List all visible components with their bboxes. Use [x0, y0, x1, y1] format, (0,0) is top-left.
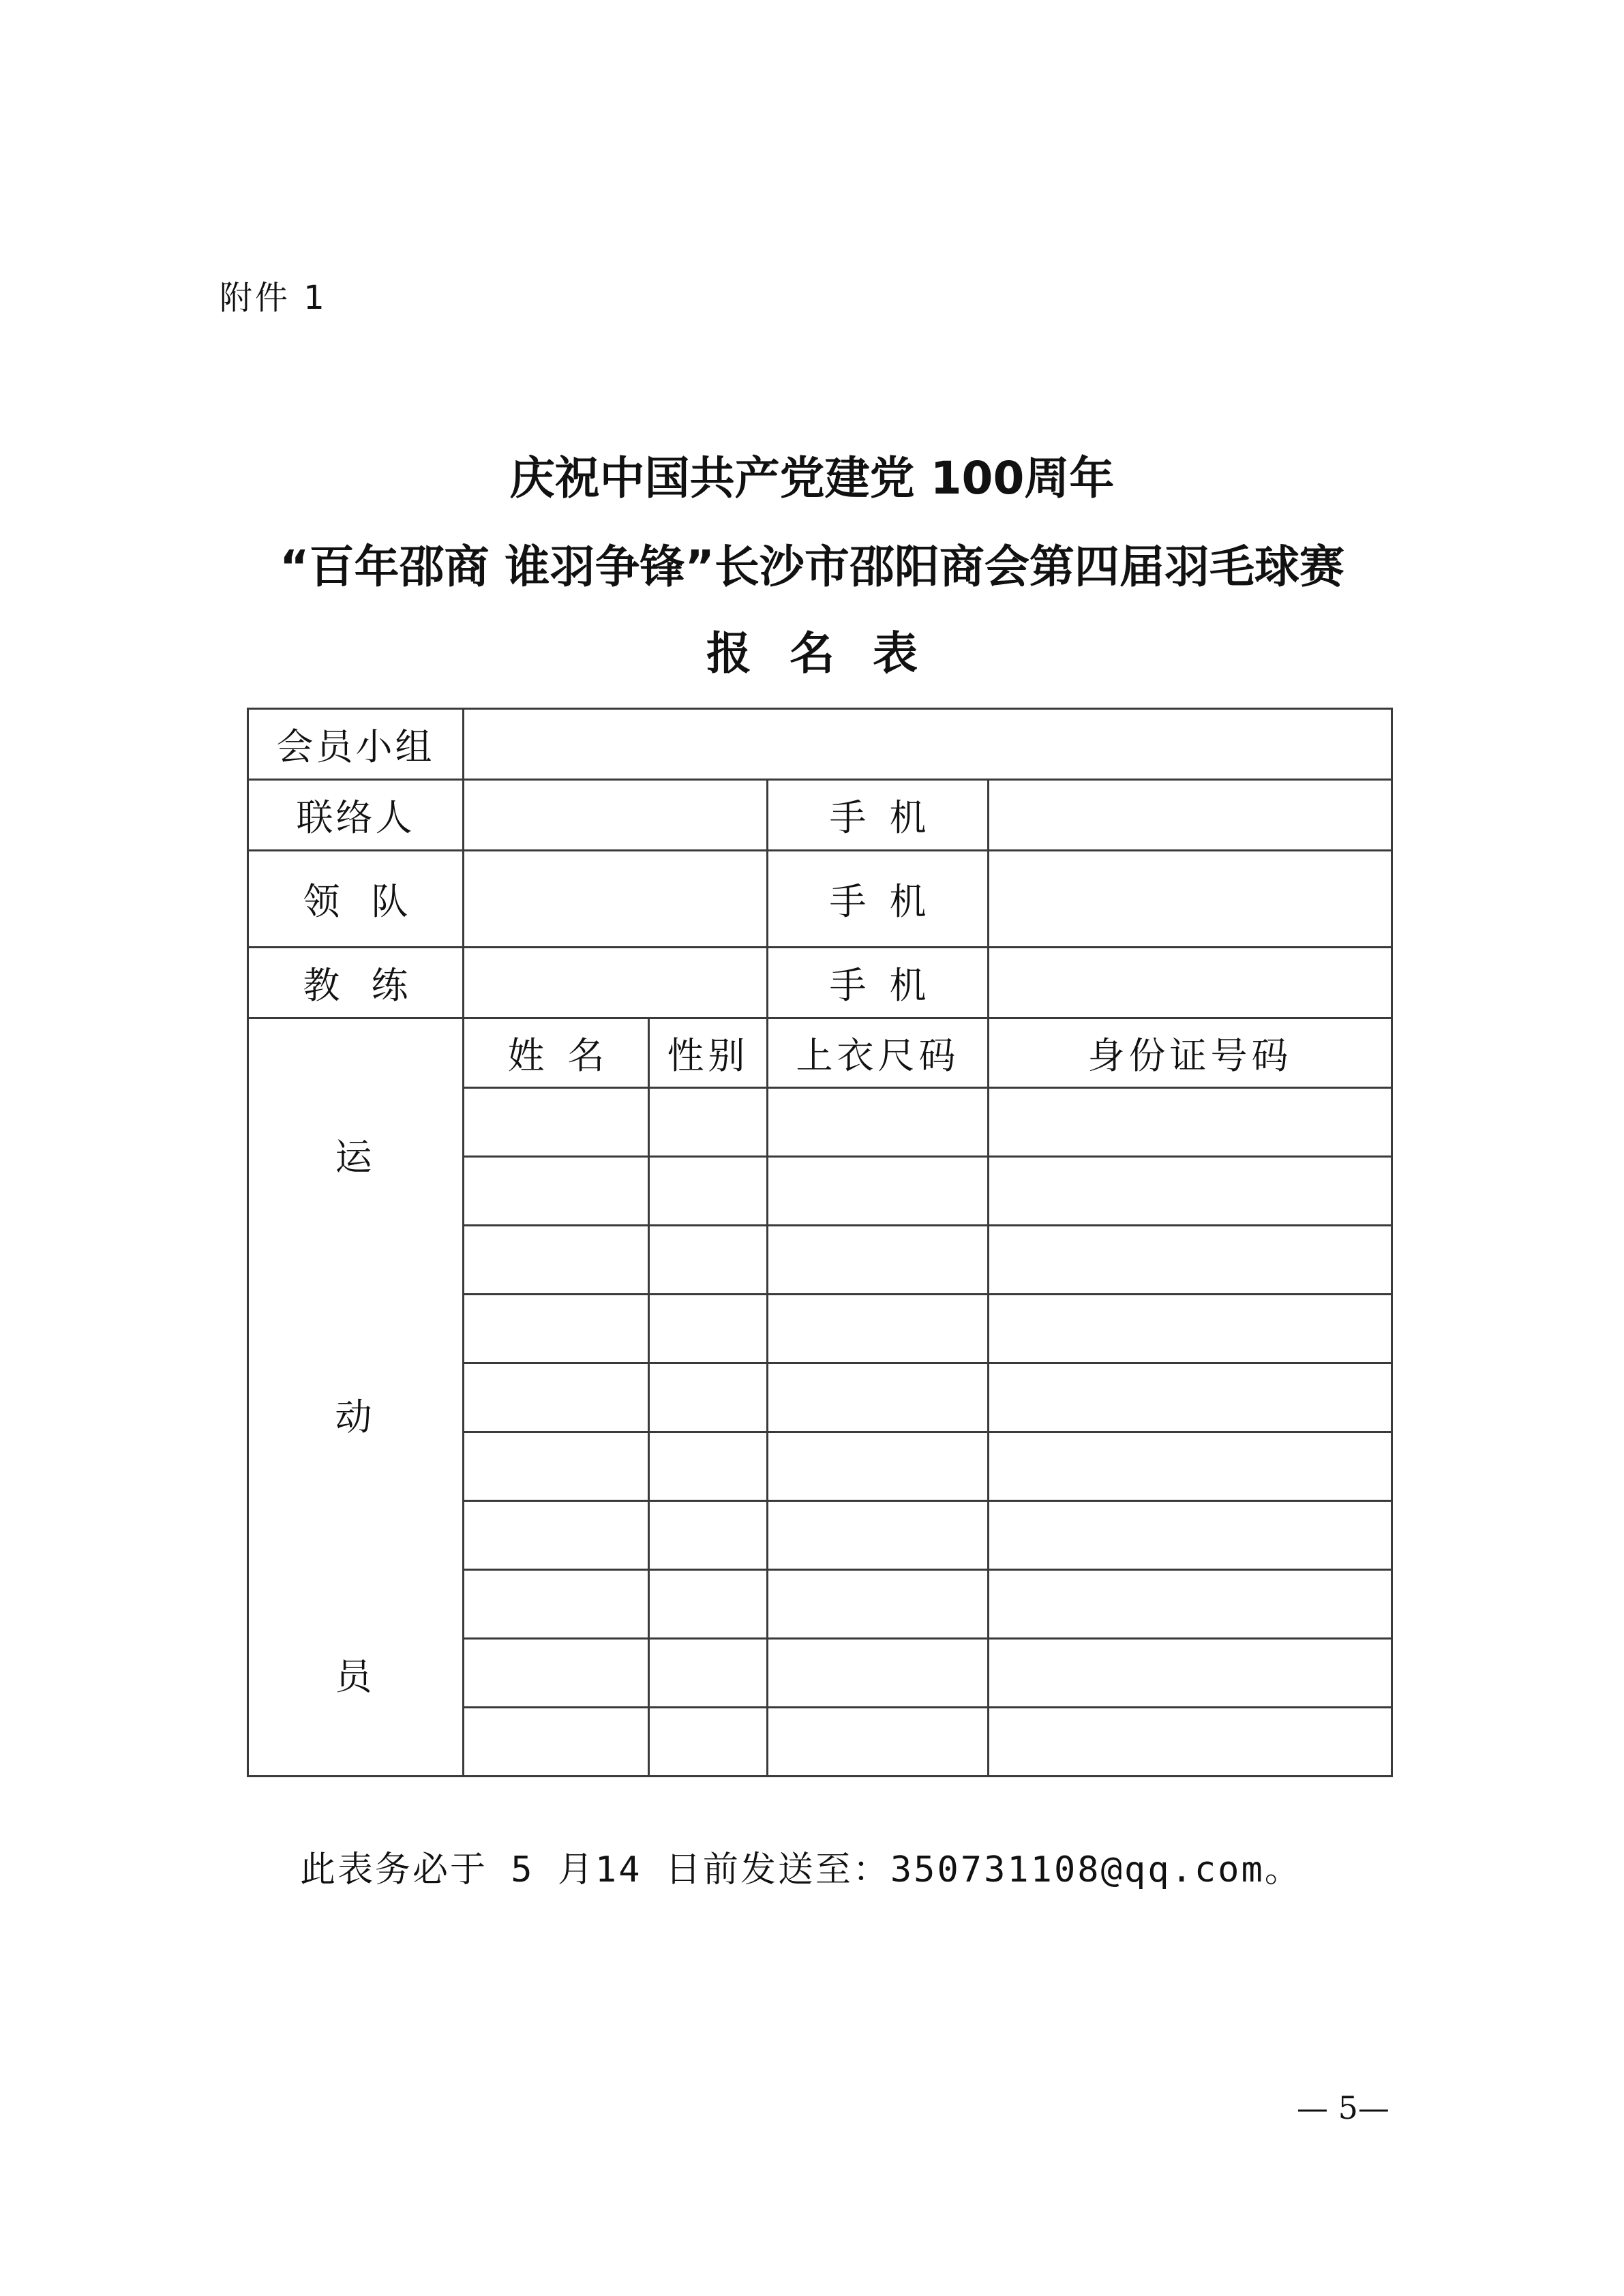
- col-header-name: 姓名: [464, 1018, 649, 1088]
- athlete-gender-cell[interactable]: [649, 1432, 768, 1501]
- athlete-name-cell[interactable]: [464, 1432, 649, 1501]
- coach-label: 教练: [248, 948, 464, 1018]
- athlete-id-number-cell[interactable]: [989, 1088, 1392, 1157]
- coach-phone-field[interactable]: [989, 948, 1392, 1018]
- col-header-id-number: 身份证号码: [989, 1018, 1392, 1088]
- athlete-gender-cell[interactable]: [649, 1157, 768, 1226]
- leader-phone-label: 手机: [768, 851, 989, 948]
- athlete-name-cell[interactable]: [464, 1363, 649, 1432]
- contact-phone-field[interactable]: [989, 780, 1392, 851]
- athlete-name-cell[interactable]: [464, 1226, 649, 1295]
- contact-field[interactable]: [464, 780, 768, 851]
- athlete-shirt-size-cell[interactable]: [768, 1639, 989, 1708]
- athlete-shirt-size-cell[interactable]: [768, 1570, 989, 1639]
- contact-label: 联络人: [248, 780, 464, 851]
- title-line-2: “百年邵商 谁羽争锋”长沙市邵阳商会第四届羽毛球赛: [280, 541, 1344, 593]
- athlete-gender-cell[interactable]: [649, 1226, 768, 1295]
- athlete-name-cell[interactable]: [464, 1708, 649, 1777]
- athlete-shirt-size-cell[interactable]: [768, 1295, 989, 1363]
- athlete-name-cell[interactable]: [464, 1088, 649, 1157]
- contact-phone-label: 手机: [768, 780, 989, 851]
- athlete-shirt-size-cell[interactable]: [768, 1708, 989, 1777]
- athlete-id-number-cell[interactable]: [989, 1708, 1392, 1777]
- coach-row: [248, 948, 1392, 1018]
- athlete-gender-cell[interactable]: [649, 1708, 768, 1777]
- athlete-gender-cell[interactable]: [649, 1501, 768, 1570]
- member-group-field[interactable]: [464, 709, 1392, 780]
- athlete-gender-cell[interactable]: [649, 1088, 768, 1157]
- athlete-name-cell[interactable]: [464, 1295, 649, 1363]
- athlete-shirt-size-cell[interactable]: [768, 1432, 989, 1501]
- coach-phone-label: 手机: [768, 948, 989, 1018]
- submission-deadline-note: 此表务必于 5 月14 日前发送至：350731108@qq.com。: [300, 1849, 1302, 1890]
- athlete-id-number-cell[interactable]: [989, 1363, 1392, 1432]
- leader-label: 领队: [248, 851, 464, 948]
- athletes-label-cell: [248, 1018, 464, 1777]
- athletes-label-char-2: 动: [335, 1395, 376, 1438]
- contact-row: [248, 780, 1392, 851]
- athlete-id-number-cell[interactable]: [989, 1570, 1392, 1639]
- form-title: 报名表: [706, 627, 956, 680]
- athlete-shirt-size-cell[interactable]: [768, 1157, 989, 1226]
- athlete-gender-cell[interactable]: [649, 1295, 768, 1363]
- leader-row: [248, 851, 1392, 948]
- col-header-shirt-size: 上衣尺码: [768, 1018, 989, 1088]
- athletes-label-char-1: 运: [335, 1136, 376, 1179]
- title-line-1: 庆祝中国共产党建党 100周年: [509, 452, 1115, 504]
- member-group-label: 会员小组: [248, 709, 464, 780]
- page-number: — 5—: [1297, 2089, 1389, 2126]
- athlete-gender-cell[interactable]: [649, 1639, 768, 1708]
- member-group-row: [248, 709, 1392, 780]
- attachment-label: 附件 1: [220, 279, 327, 317]
- athlete-id-number-cell[interactable]: [989, 1639, 1392, 1708]
- athlete-name-cell[interactable]: [464, 1157, 649, 1226]
- athlete-id-number-cell[interactable]: [989, 1501, 1392, 1570]
- registration-form-table: [247, 708, 1393, 1777]
- athlete-name-cell[interactable]: [464, 1501, 649, 1570]
- athlete-shirt-size-cell[interactable]: [768, 1088, 989, 1157]
- leader-phone-field[interactable]: [989, 851, 1392, 948]
- athlete-gender-cell[interactable]: [649, 1363, 768, 1432]
- athlete-id-number-cell[interactable]: [989, 1226, 1392, 1295]
- athlete-header-row: [248, 1018, 1392, 1088]
- col-header-gender: 性别: [649, 1018, 768, 1088]
- athlete-id-number-cell[interactable]: [989, 1157, 1392, 1226]
- coach-field[interactable]: [464, 948, 768, 1018]
- leader-field[interactable]: [464, 851, 768, 948]
- athlete-name-cell[interactable]: [464, 1570, 649, 1639]
- athletes-label-char-3: 员: [335, 1655, 376, 1698]
- athlete-gender-cell[interactable]: [649, 1570, 768, 1639]
- athlete-shirt-size-cell[interactable]: [768, 1501, 989, 1570]
- athlete-id-number-cell[interactable]: [989, 1432, 1392, 1501]
- athlete-shirt-size-cell[interactable]: [768, 1363, 989, 1432]
- athlete-shirt-size-cell[interactable]: [768, 1226, 989, 1295]
- athlete-id-number-cell[interactable]: [989, 1295, 1392, 1363]
- athlete-name-cell[interactable]: [464, 1639, 649, 1708]
